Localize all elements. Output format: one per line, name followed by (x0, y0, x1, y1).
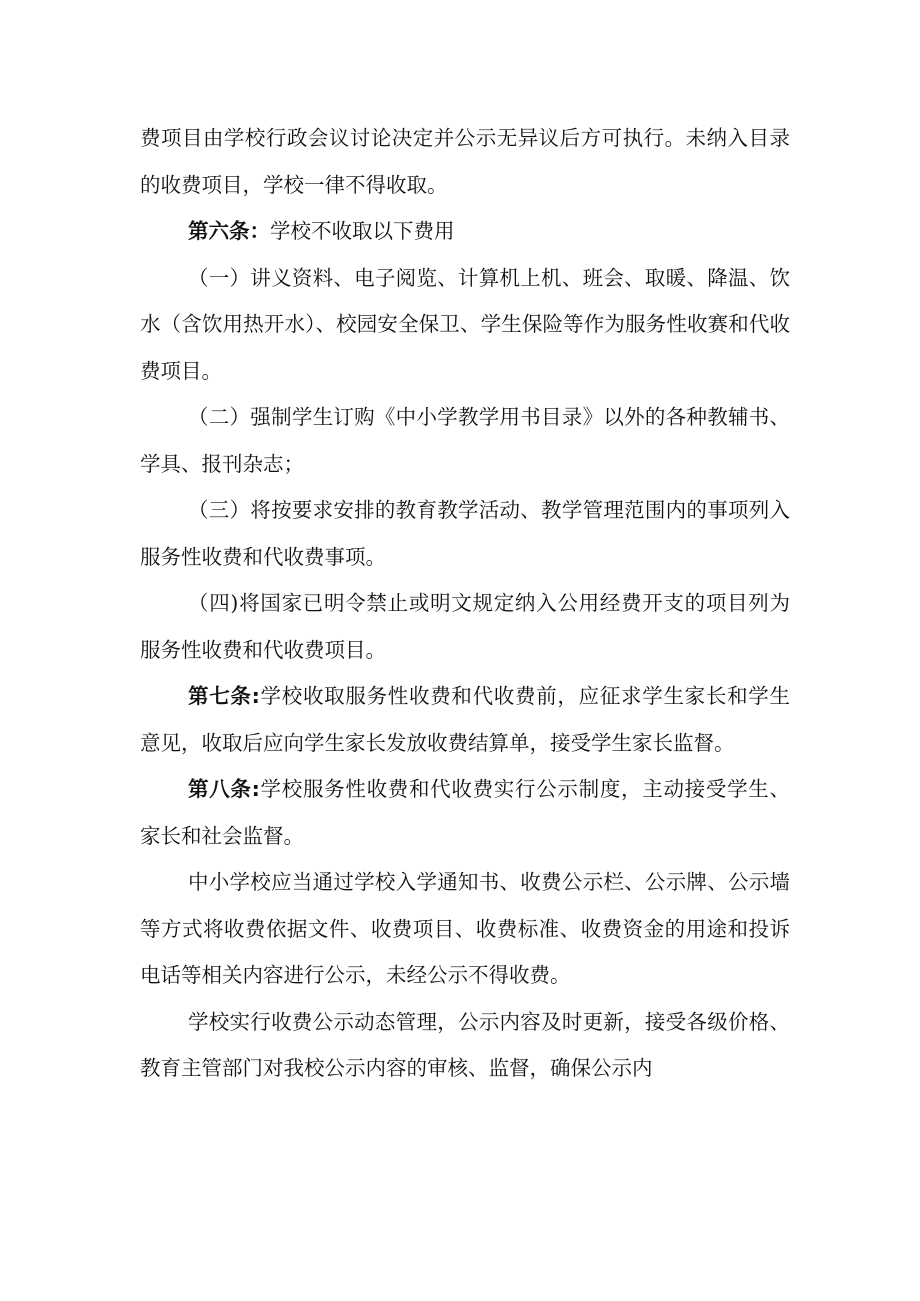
paragraph-text: （四)将国家已明令禁止或明文规定纳入公用经费开支的项目列为服务性收费和代收费项目。 (140, 591, 790, 662)
paragraph-text: （一）讲义资料、电子阅览、计算机上机、班会、取暖、降温、饮水（含饮用热开水）、校园安全保卫、学生保险等作为服务性收赛和代收费项目。 (140, 265, 790, 383)
document-body (140, 115, 790, 1092)
paragraph-text: 费项目由学校行政会议讨论决定并公示无异议后方可执行。未纳入目录的收费项目，学校一律不得收取。 (140, 126, 790, 197)
paragraph-text: 学校实行收费公示动态管理，公示内容及时更新，接受各级价格、教育主管部门对我校公示内容的审核、监督，确保公示内 (140, 1009, 790, 1080)
article-label: 第八条: (188, 777, 260, 801)
article-label: 第七条: (188, 684, 260, 708)
article-6-item-4 (140, 580, 790, 673)
article-8-paragraph-3 (140, 999, 790, 1092)
paragraph-text: 学校不收取以下费用 (270, 219, 455, 243)
paragraph-text: （二）强制学生订购《中小学教学用书目录》以外的各种教辅书、学具、报刊杂志； (140, 405, 790, 476)
article-8-paragraph-2 (140, 859, 790, 999)
paragraph-continuation (140, 115, 790, 208)
article-7 (140, 673, 790, 766)
paragraph-text: 学校服务性收费和代收费实行公示制度，主动接受学生、家长和社会监督。 (140, 777, 791, 848)
article-6-item-1 (140, 255, 790, 395)
paragraph-text: 学校收取服务性收费和代收费前，应征求学生家长和学生意见，收取后应向学生家长发放收费结算单，接受学生家长监督。 (140, 684, 791, 755)
article-label: 第六条： (188, 219, 270, 243)
article-8 (140, 766, 790, 859)
article-6-heading (140, 208, 790, 255)
paragraph-text: （三）将按要求安排的教育教学活动、教学管理范围内的事项列入服务性收费和代收费事项。 (140, 498, 790, 569)
paragraph-text: 中小学校应当通过学校入学通知书、收费公示栏、公示牌、公示墙等方式将收费依据文件、收费项目、收费标准、收费资金的用途和投诉电话等相关内容进行公示，未经公示不得收费。 (140, 870, 790, 987)
article-6-item-2 (140, 394, 790, 487)
article-6-item-3 (140, 487, 790, 580)
